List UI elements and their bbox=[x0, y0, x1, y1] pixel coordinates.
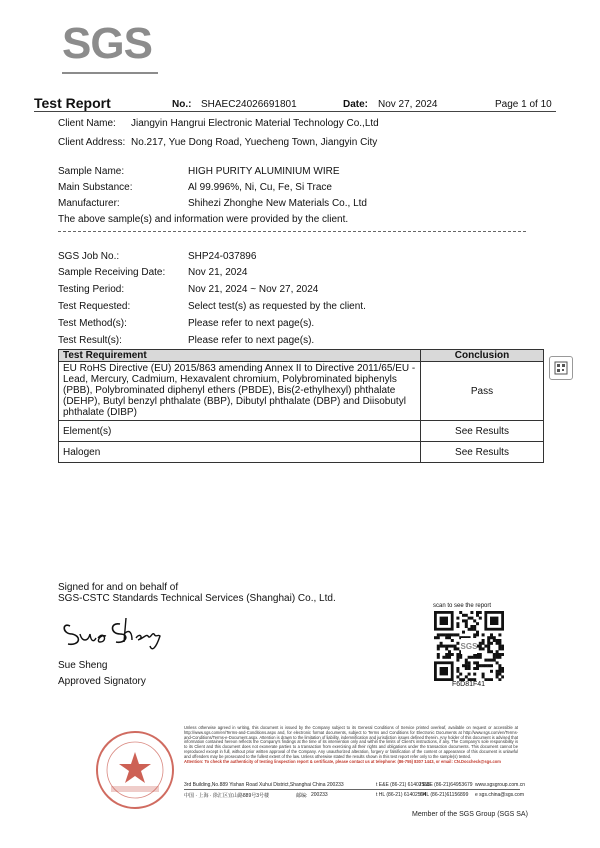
requirement-cell: Element(s) bbox=[59, 421, 421, 442]
client-name: Jiangyin Hangrui Electronic Material Technology Co.,Ltd bbox=[131, 118, 379, 129]
sample-name: HIGH PURITY ALUMINIUM WIRE bbox=[188, 166, 340, 177]
svg-text:SGS: SGS bbox=[460, 642, 478, 651]
column-header-requirement: Test Requirement bbox=[59, 350, 421, 362]
job-number-label: SGS Job No.: bbox=[58, 251, 120, 262]
handwritten-signature bbox=[60, 612, 170, 661]
footer-rule bbox=[184, 789, 520, 790]
job-number: SHP24-037896 bbox=[188, 251, 257, 262]
report-qr-code[interactable] bbox=[434, 611, 504, 681]
fax-hl: f HL (86-21)61156899 bbox=[420, 792, 469, 798]
client-name-label: Client Name: bbox=[58, 118, 116, 129]
qr-scan-icon[interactable] bbox=[549, 356, 573, 380]
client-address-label: Client Address: bbox=[58, 137, 126, 148]
official-stamp bbox=[93, 728, 177, 817]
table-row bbox=[59, 421, 544, 442]
signed-on-behalf: Signed for and on behalf of bbox=[58, 582, 179, 593]
conclusion-cell: See Results bbox=[421, 442, 544, 463]
signatory-title: Approved Signatory bbox=[58, 676, 146, 687]
section-divider bbox=[58, 231, 526, 232]
test-requested: Select test(s) as requested by the client. bbox=[188, 301, 366, 312]
conclusion-cell: See Results bbox=[421, 421, 544, 442]
member-of-sgs-group: Member of the SGS Group (SGS SA) bbox=[412, 811, 528, 818]
qr-code-id: F6D81F41 bbox=[452, 681, 486, 688]
test-requirement-table bbox=[58, 349, 544, 463]
postcode-cn: 200233 bbox=[311, 792, 328, 798]
testing-period: Nov 21, 2024 ~ Nov 27, 2024 bbox=[188, 284, 319, 295]
test-method: Please refer to next page(s). bbox=[188, 318, 315, 329]
email: e sgs.china@sgs.com bbox=[475, 792, 524, 798]
address-cn: 中国 · 上海 · 徐汇区宜山路889号3号楼 bbox=[184, 793, 270, 799]
fax-ee: f E&E (86-21)64953679 bbox=[420, 782, 473, 788]
receiving-date-label: Sample Receiving Date: bbox=[58, 267, 166, 278]
test-result-label: Test Result(s): bbox=[58, 335, 122, 346]
sample-name-label: Sample Name: bbox=[58, 166, 125, 177]
requirement-cell: Halogen bbox=[59, 442, 421, 463]
main-substance-label: Main Substance: bbox=[58, 182, 133, 193]
report-date: Nov 27, 2024 bbox=[378, 99, 438, 110]
qr-caption: scan to see the report bbox=[433, 603, 492, 609]
testing-period-label: Testing Period: bbox=[58, 284, 125, 295]
page-number: Page 1 of 10 bbox=[495, 99, 552, 110]
report-date-label: Date: bbox=[343, 99, 369, 110]
table-header-row bbox=[59, 350, 544, 362]
address-en: 3rd Building,No.889 Yishan Road Xuhui District,Shanghai China bbox=[184, 782, 326, 788]
test-requested-label: Test Requested: bbox=[58, 301, 131, 312]
signatory-name: Sue Sheng bbox=[58, 660, 108, 671]
postcode-en: 200233 bbox=[327, 782, 344, 788]
authenticity-notice: Attention: To check the authenticity of testing /inspection report & certificate, please contact us at telephone: (86-755) 8307 1443, or email: CN.Doccheck@sgs.com bbox=[184, 758, 501, 764]
disclaimer-text: Unless otherwise agreed in writing, this document is issued by the Company subject to its General Conditions of Service printed overleaf, available on request or accessible at http://www.sgs.com/en/Terms-and-Conditions.aspx and, for electronic format documents, subject to Terms and Conditions for Electronic Documents at http://www.sgs.com/en/Terms-and-Conditions/Terms-e-Document.aspx. Attention is drawn to the limitation of liability, indemnification and jurisdiction issues defined therein. Any holder of this document is advised that information contained hereon reflects the Company's findings at the time of its intervention only and within the limits of Client's instructions, if any. The Company's sole responsibility is to its Client and this document does not exonerate parties to a transaction from exercising all their rights and obligations under the transaction documents. This document cannot be reproduced except in full, without prior written approval of the Company. Any unauthorized alteration, forgery or falsification of the content or appearance of this document is unlawful and offenders may be prosecuted to the fullest extent of the law. Unless otherwise stated the results shown in this test report refer only to the sample(s) tested. bbox=[184, 725, 518, 759]
postcode-label-cn: 邮编: bbox=[296, 793, 308, 799]
requirement-cell: EU RoHS Directive (EU) 2015/863 amending Annex II to Directive 2011/65/EU - Lead, Mercury, Cadmium, Hexavalent chromium, Polybrominated biphenyls (PBB), Polybrominated diphenyl ethers (PBDE), Bis(2-ethylhexyl) phthalate (DEHP), Butyl benzyl phthalate (BBP), Dibutyl phthalate (DBP) and Diisobutyl phthalate (DIBP) bbox=[59, 362, 421, 421]
receiving-date: Nov 21, 2024 bbox=[188, 267, 248, 278]
tel-hl: t HL (86-21) 61402594 bbox=[376, 792, 427, 798]
website: www.sgsgroup.com.cn bbox=[475, 782, 526, 788]
main-substance: Al 99.996%, Ni, Cu, Fe, Si Trace bbox=[188, 182, 332, 193]
manufacturer-label: Manufacturer: bbox=[58, 198, 120, 209]
report-number: SHAEC24026691801 bbox=[201, 99, 297, 110]
tel-ee: t E&E (86-21) 61402553 bbox=[376, 782, 430, 788]
report-number-label: No.: bbox=[172, 99, 192, 110]
report-title: Test Report bbox=[34, 95, 111, 111]
signing-company: SGS-CSTC Standards Technical Services (Shanghai) Co., Ltd. bbox=[58, 593, 336, 604]
header-rule bbox=[34, 111, 556, 112]
logo-underline bbox=[62, 72, 158, 74]
test-result: Please refer to next page(s). bbox=[188, 335, 315, 346]
sgs-logo: SGS bbox=[62, 19, 152, 68]
column-header-conclusion: Conclusion bbox=[421, 350, 544, 362]
sample-note: The above sample(s) and information were provided by the client. bbox=[58, 214, 349, 225]
legal-disclaimer bbox=[184, 726, 518, 764]
test-method-label: Test Method(s): bbox=[58, 318, 127, 329]
client-address: No.217, Yue Dong Road, Yuecheng Town, Jiangyin City bbox=[131, 137, 378, 148]
manufacturer: Shihezi Zhonghe New Materials Co., Ltd bbox=[188, 198, 367, 209]
table-row bbox=[59, 362, 544, 421]
table-row bbox=[59, 442, 544, 463]
conclusion-cell: Pass bbox=[421, 362, 544, 421]
